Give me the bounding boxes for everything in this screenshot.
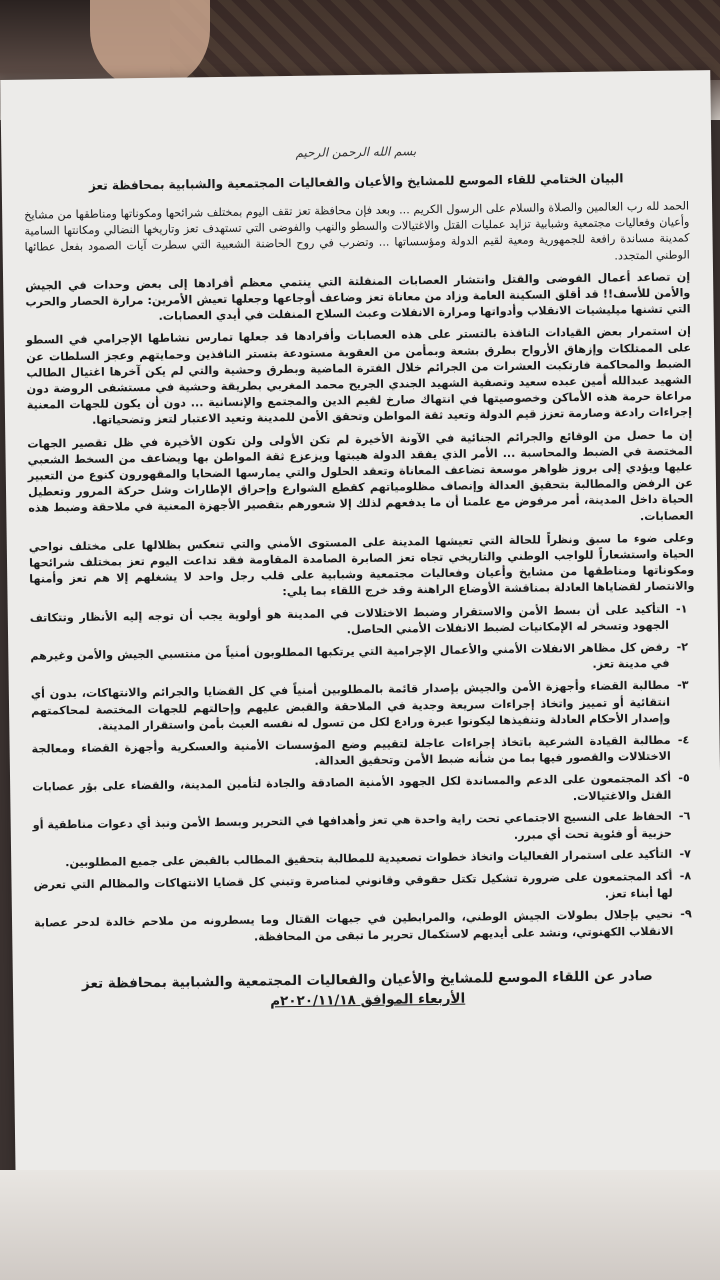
document-paper [0,70,720,1190]
item-number: ٢- [676,640,689,654]
document-title: البيان الختامي للقاء الموسع للمشايخ والأعيان والفعاليات المجتمعية والشبابية بمحافظة تعز [88,171,624,193]
signature-date: الأربعاء الموافق ٢٠٢٠/١١/١٨م [270,990,466,1010]
item-text: مطالبة القيادة الشرعية باتخاذ إجراءات عاجلة لتقييم وضع المؤسسات الأمنية والعسكرية وأجهزة القضاء ومعالجة الاختلالات والقصور فيها بما من شأنه ضبط الأمن وتحقيق العدالة. [31,733,671,769]
paragraph-3: إن ما حصل من الوقائع والجرائم الجنائية في الآونة الأخيرة لم تكن الأولى ولن تكون الأخيرة في ظل تقصير الجهات المختصة في الضبط والمحاسبة ... الأمر الذي يفقد الدولة هيبتها ويزعزع ثقة المواطن بها ويضاعف من السخط الشعبي عليها ويؤدي إلى بروز ظواهر موسعة تضاعف المعاناة وتعقد الحلول والتي يمارسها الضحايا والمقهورون كنوع من التعبير عن الرفض والمطالبة بتحقيق العدالة وإنصاف مظلومياتهم كقطع الشوارع وإحراق الإطارات وشل حركة المرور وتعطيل الحياة داخل المدينة، أمر مرفوض مع علمنا أن ما يدفعهم لذلك إلا شعورهم بتقصير الأجهزة المعنية في ملاحقة وضبط هذه العصابات. [27,428,694,523]
item-text: التأكيد على أن بسط الأمن والاستقرار وضبط الاختلالات في المدينة هو أولوية يجب أن توجه إليه الأنظار وتتكاتف الجهود وتسخر له الإمكانيات لضبط الانفلات الأمني الحاصل. [29,602,670,637]
resolutions-list [30,601,700,949]
signature-block [35,966,700,1015]
paragraph-4: وعلى ضوء ما سبق ونظراً للحالة التي تعيشها المدينة على المستوى الأمني والتي تنعكس بظلالها على مختلف نواحي الحياة واستشعاراً للواجب الوطني والتاريخي تجاه تعز الصابرة الصامدة المقاومة فقد تداعت اليوم تعز بمختلف شرائحها ومكوناتها ومناطقها من مشايخ وأعيان وفعاليات مجتمعية وشبابية على قلب رجل واحد لا يشغلهم إلا هم تعز وأمنها والانتصار لقضاياها العادلة بمناقشة الأوضاع الراهنة وقد خرج اللقاء بما يلي: [28,531,695,599]
list-item [34,907,699,949]
item-number: ٩- [680,907,692,921]
list-item [30,601,695,643]
item-number: ٤- [677,733,690,747]
list-item [33,868,698,910]
item-text: الحفاظ على النسيج الاجتماعي تحت راية واحدة هي تعز وأهدافها في التحرير وبسط الأمن ونبذ أي دعوات مناطقية أو حزبية أو فئوية تحت أي مبرر. [32,809,672,842]
list-item [32,732,697,774]
item-number: ٦- [678,809,691,823]
item-text: مطالبة القضاء وأجهزة الأمن والجيش بإصدار قائمة بالمطلوبين أمنياً في كل القضايا والجرائم والانتهاكات، بدون أي انتقائية أو تمييز واتخاذ إجراءات سريعة وجدية في الملاحقة والقبض عليهم وإحالتهم للجهات المختصة لمحاكمتهم وإصدار الأحكام العادلة وتنفيذها ليكونوا عبرة ورادع لكل من تسول له نفسه العبث بأمن واستقرار المدينة. [30,678,671,733]
signature-issuer: صادر عن اللقاء الموسع للمشايخ والأعيان والفعاليات المجتمعية والشبابية بمحافظة تعز [81,968,653,993]
item-number: ٣- [676,678,689,692]
basmala: بسم الله الرحمن الرحيم [295,144,417,160]
item-number: ٧- [679,847,692,861]
item-text: التأكيد على استمرار الفعاليات واتخاذ خطوات تصعيدية للمطالبة بتحقيق المطالب بالقبض على جميع المطلوبين. [65,848,673,870]
item-text: أكد المجتمعون على ضرورة تشكيل تكتل حقوقي وقانوني لمناصرة وتبني كل قضايا الانتهاكات والمظالم التي تعرض لها أبناء تعز. [33,869,673,901]
background-carpet [170,0,720,80]
document-body [23,140,700,1015]
list-item [32,770,697,812]
list-item [31,677,697,736]
item-text: نحيي بإجلال بطولات الجيش الوطني، والمرابطين في جبهات القتال وما يسطرونه من ملاحم خالدة لدحر عصابة الانقلاب الكهنوتي، ونشد على أيديهم لاستكمال تحرير ما تبقى من المحافظة. [33,907,674,944]
item-number: ٥- [678,771,690,785]
paragraph-2: إن استمرار بعض القيادات النافذة بالتستر على هذه العصابات وأفرادها قد جعلها تمارس نشاطها الإجرامي في السطو على الممتلكات وإزهاق الأرواح بطرق بشعة وبمأمن من العقوبة مستودعة بتستر النافذين وحمايتهم وعجز السلطات عن الضبط والمحاكمة فارتكبت العشرات من الجرائم خلال الفترة الماضية وبطرق وحشية والتي لم يكن آخرها اغتيال الطالب الشهيد عبدالله أمين عبده سعيد وتصفية الشهيد الجندي الجريح محمد المغربي بطريقة وحشية في مستشفى الروضة دون مراعاة حرمة هذه الأماكن وخصوصيتها في انتهاك صارخ لقيم الدين والمجتمع والإنسانية ... دون أن يكون للجهات المعنية إجراءات رادعة وصارمة تعزز قيم الدولة وتعيد ثقة المواطن وتحقق الأمن للمدينة وتعيد الاعتبار لتعز وتضحياتها. [25,324,693,428]
list-item [30,639,695,681]
item-number: ٨- [679,869,692,883]
item-number: ١- [675,602,688,616]
background-cloth [0,1170,720,1280]
intro-paragraph: الحمد لله رب العالمين والصلاة والسلام على الرسول الكريم ... وبعد فإن محافظة تعز تقف اليوم بمختلف شرائحها ومكوناتها ومناطقها من مشايخ وأعيان وفعاليات مجتمعية وشبابية تزايد عمليات القتل والاغتيالات والسطو والنهب والفوضى التي تستهدف تعز وتاريخها النضالي ومكانتها السامية كمدينة مساندة رافعة للجمهورية ومعية لقيم الدولة ومؤسساتها ... وتضرب في روح الحاضنة الشعبية التي سطرت آيات الصمود بفعل عطائها الوطني المتجدد. [24,199,690,263]
list-item [33,809,698,851]
paragraph-1: إن تصاعد أعمال الفوضى والقتل وانتشار العصابات المنفلتة التي ينتمي معظم أفرادها إلى بعض وحدات في الجيش والأمن للأسف!! قد أقلق السكينة العامة وزاد من معاناة تعز وضاعف أوجاعها وجعلها تعيش الأمرين: مرارة الحصار والحرب التي تشنها ميليشيات الانقلاب وأدواتها ومرارة الانفلات وعبث السلاح المنفلت في أيدي العصابات. [25,270,691,324]
item-text: أكد المجتمعون على الدعم والمساندة لكل الجهود الأمنية الصادقة والجادة لتأمين المدينة، والقضاء على بؤر عصابات القتل والاغتيالات. [32,771,672,803]
item-text: رفض كل مظاهر الانفلات الأمني والأعمال الإجرامية التي يرتكبها المطلوبون أمنياً من منتسبي الجيش والأمن وغيرهم في مدينة تعز. [30,640,670,672]
